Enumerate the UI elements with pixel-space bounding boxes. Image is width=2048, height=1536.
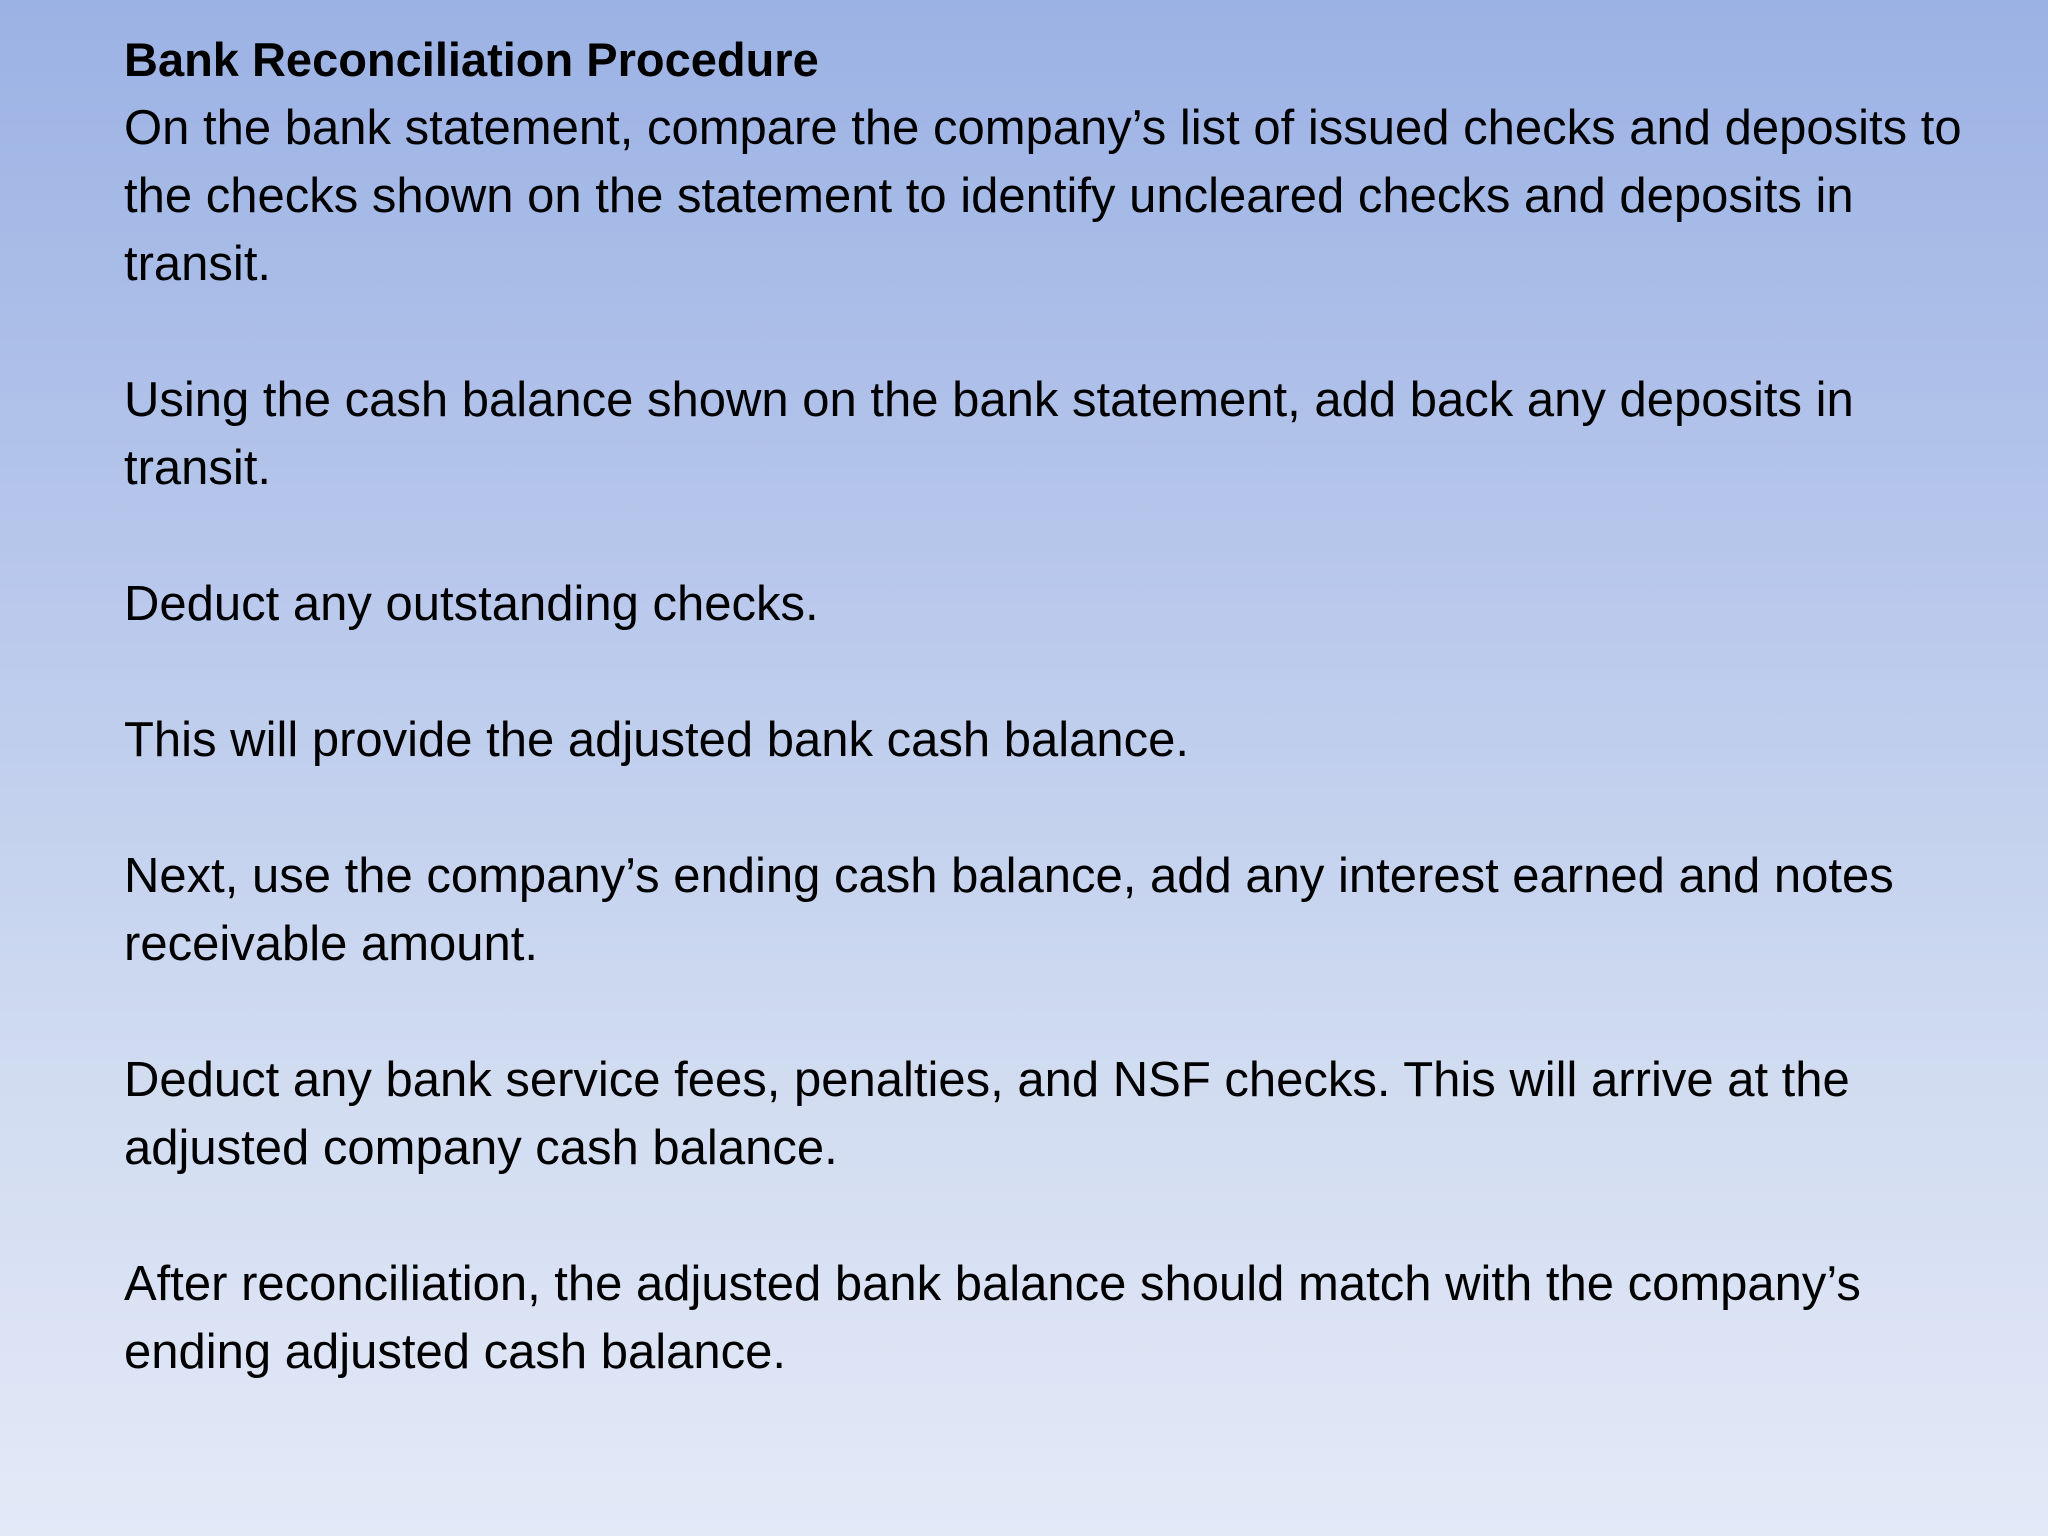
paragraph-compare-statement: On the bank statement, compare the company’s list of issued checks and deposits to the checks shown on the statement to identify uncleared checks and deposits in transit. xyxy=(124,101,1962,291)
paragraph-company-balance: Next, use the company’s ending cash balance, add any interest earned and notes receivable amount. xyxy=(124,849,1894,971)
slide-title: Bank Reconciliation Procedure xyxy=(124,33,819,86)
paragraph-add-deposits: Using the cash balance shown on the bank statement, add back any deposits in transit. xyxy=(124,373,1854,495)
paragraph-deduct-fees: Deduct any bank service fees, penalties, and NSF checks. This will arrive at the adjusted company cash balance. xyxy=(124,1053,1850,1175)
paragraph-adjusted-bank-balance: This will provide the adjusted bank cash balance. xyxy=(124,713,1190,767)
paragraph-deduct-outstanding: Deduct any outstanding checks. xyxy=(124,577,819,631)
paragraph-after-reconciliation: After reconciliation, the adjusted bank balance should match with the company’s ending adjusted cash balance. xyxy=(124,1257,1861,1379)
slide-content xyxy=(124,26,1984,1454)
